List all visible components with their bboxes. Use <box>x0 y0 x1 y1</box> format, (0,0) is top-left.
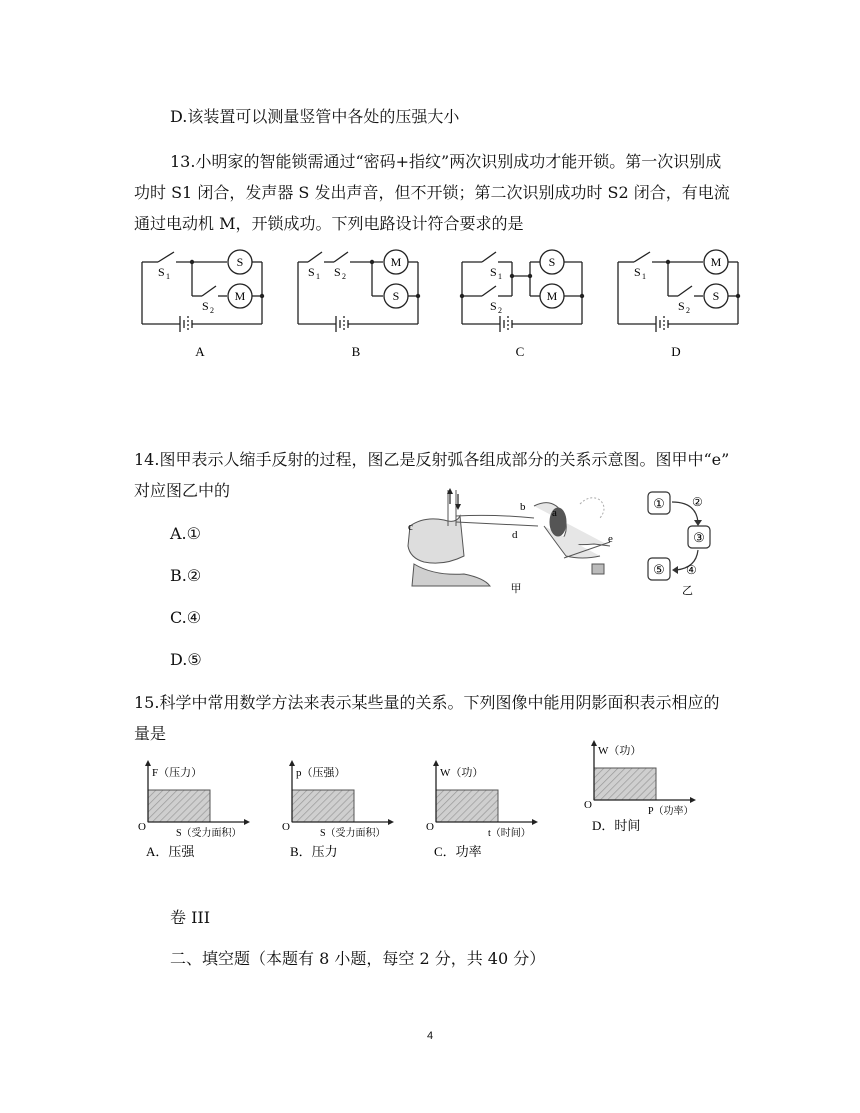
circuit-c-s2-label: S <box>490 299 497 313</box>
circuit-c-bottom-element: M <box>546 289 558 303</box>
q14-option-a: A.① <box>170 524 201 543</box>
graph-c-xlabel: t（时间） <box>488 828 531 839</box>
graph-c <box>424 760 556 864</box>
circuit-b-bottom-element: S <box>392 289 400 303</box>
graph-b-origin: O <box>282 821 290 833</box>
circuit-a <box>136 244 276 364</box>
page-number: 4 <box>426 1030 434 1042</box>
section-title: 卷 III <box>170 908 211 927</box>
jia-label-a: a <box>552 507 557 519</box>
q15-text-line2: 量是 <box>134 724 167 743</box>
circuit-d-s2-label: S <box>678 299 685 313</box>
circuit-b-s2-label: S <box>334 265 341 279</box>
circuit-c <box>456 244 596 364</box>
svg-text:1: 1 <box>642 272 646 281</box>
graph-a-xlabel: S（受力面积） <box>176 828 242 839</box>
svg-text:1: 1 <box>498 272 502 281</box>
circuit-b-s1-label: S <box>308 265 315 279</box>
yi-caption: 乙 <box>682 585 693 597</box>
graph-d-origin: O <box>584 799 592 811</box>
yi-node-3: ③ <box>693 530 705 545</box>
svg-text:2: 2 <box>686 306 690 315</box>
graph-b-caption: B．压力 <box>290 844 338 859</box>
circuit-c-top-element: S <box>548 255 556 269</box>
reflex-arc-figure-jia <box>404 486 632 598</box>
circuit-d-top-element: M <box>710 255 722 269</box>
graph-d-xlabel: P（功率） <box>648 806 694 817</box>
graph-c-ylabel: W（功） <box>440 767 484 779</box>
circuit-a-top-element: S <box>236 255 244 269</box>
svg-text:1: 1 <box>316 272 320 281</box>
q12-option-d: D.该装置可以测量竖管中各处的压强大小 <box>170 107 460 126</box>
q14-text-line2: 对应图乙中的 <box>134 481 231 500</box>
graph-b-xlabel: S（受力面积） <box>320 828 386 839</box>
q15-text-line1: 15.科学中常用数学方法来表示某些量的关系。下列图像中能用阴影面积表示相应的 <box>134 693 720 712</box>
jia-caption: 甲 <box>510 583 522 595</box>
reflex-arc-figure-yi <box>642 488 742 598</box>
yi-arrow-4: ④ <box>686 563 697 577</box>
graph-d <box>582 740 714 844</box>
graph-a-origin: O <box>138 821 146 833</box>
q14-option-d: D.⑤ <box>170 650 202 669</box>
graph-a-caption: A．压强 <box>146 844 195 859</box>
svg-text:2: 2 <box>210 306 214 315</box>
graph-b-ylabel: p（压强） <box>296 767 346 779</box>
circuit-d-bottom-element: S <box>712 289 720 303</box>
graph-d-ylabel: W（功） <box>598 745 642 757</box>
jia-label-d: d <box>512 529 518 541</box>
jia-label-b: b <box>520 501 526 513</box>
q14-text-line1: 14.图甲表示人缩手反射的过程，图乙是反射弧各组成部分的关系示意图。图甲中“e” <box>134 450 730 469</box>
jia-label-c: c <box>408 521 413 533</box>
circuit-a-s2-label: S <box>202 299 209 313</box>
svg-text:2: 2 <box>342 272 346 281</box>
q14-option-c: C.④ <box>170 608 202 627</box>
circuit-d-letter: D <box>671 344 681 359</box>
section-subtitle: 二、填空题（本题有 8 小题，每空 2 分，共 40 分） <box>170 949 546 968</box>
graph-a <box>136 760 268 864</box>
circuit-a-bottom-element: M <box>234 289 246 303</box>
q13-text-line1: 13.小明家的智能锁需通过“密码+指纹”两次识别成功才能开锁。第一次识别成 <box>170 152 722 171</box>
circuit-d-s1-label: S <box>634 265 641 279</box>
circuit-d <box>612 244 752 364</box>
circuit-b-letter: B <box>351 344 361 359</box>
jia-label-e: e <box>608 533 613 545</box>
circuit-c-s1-label: S <box>490 265 497 279</box>
yi-node-1: ① <box>653 496 665 511</box>
svg-text:1: 1 <box>166 272 170 281</box>
q13-text-line3: 通过电动机 M，开锁成功。下列电路设计符合要求的是 <box>134 214 524 233</box>
circuit-a-s1-label: S <box>158 265 165 279</box>
q13-text-line2: 功时 S1 闭合，发声器 S 发出声音，但不开锁；第二次识别成功时 S2 闭合，有电流 <box>134 183 730 202</box>
graph-d-caption: D．时间 <box>592 818 641 833</box>
graph-c-origin: O <box>426 821 434 833</box>
graph-a-ylabel: F（压力） <box>152 767 203 779</box>
yi-node-5: ⑤ <box>653 562 665 577</box>
svg-text:2: 2 <box>498 306 502 315</box>
graph-b <box>280 760 412 864</box>
circuit-a-letter: A <box>195 344 205 359</box>
q14-option-b: B.② <box>170 566 202 585</box>
circuit-b-top-element: M <box>390 255 402 269</box>
yi-arrow-2: ② <box>692 495 703 509</box>
circuit-b <box>292 244 432 364</box>
circuit-c-letter: C <box>515 344 525 359</box>
graph-c-caption: C．功率 <box>434 844 482 859</box>
